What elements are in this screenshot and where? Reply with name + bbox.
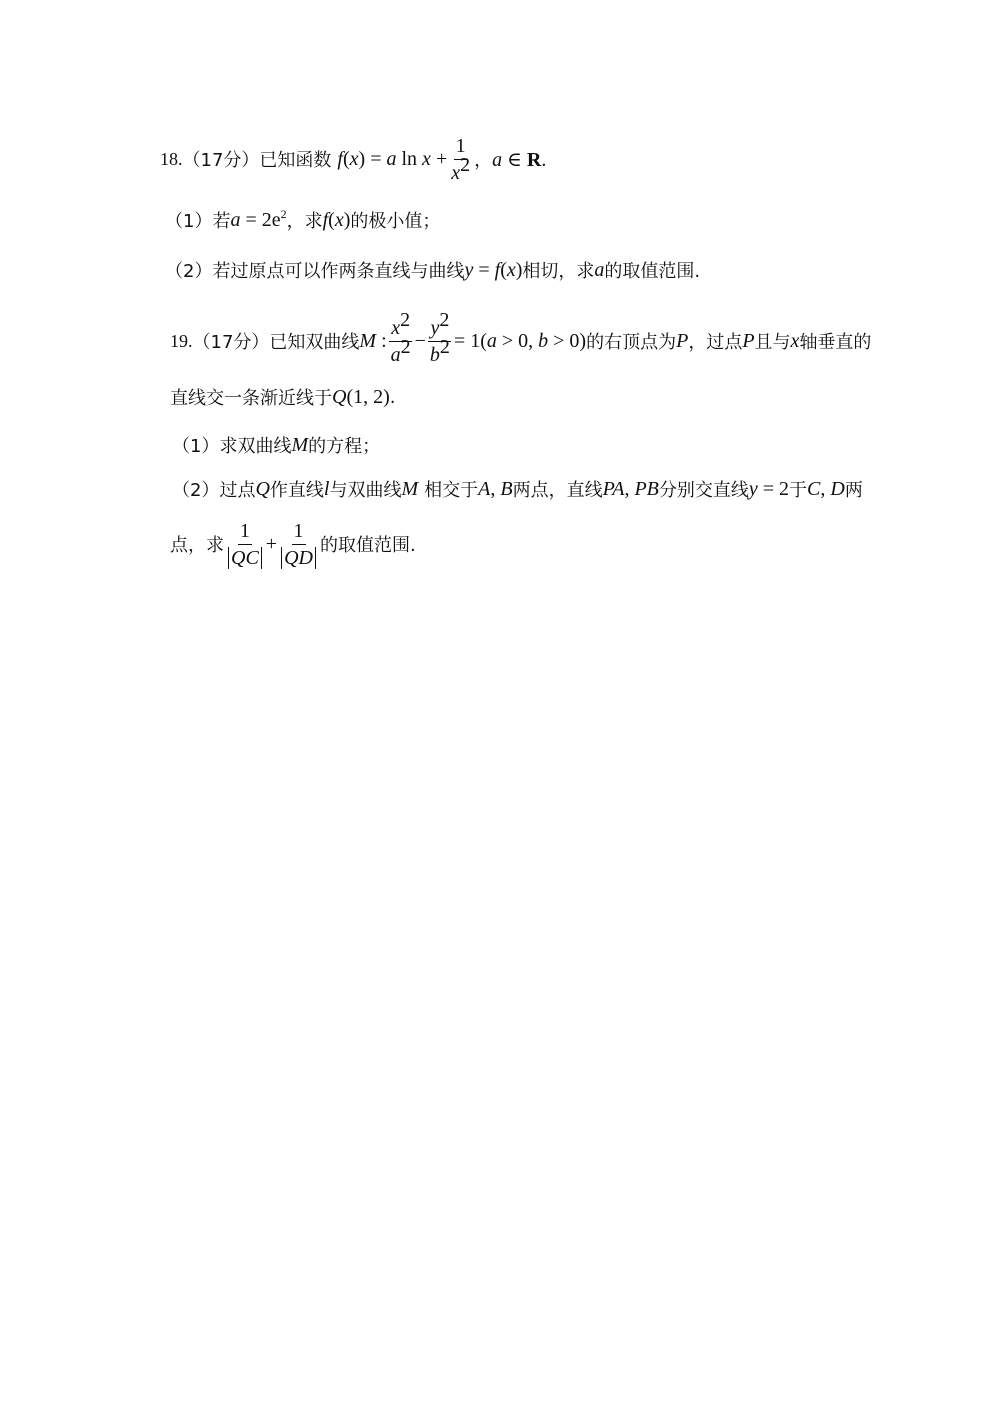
q19-frac-qc: $\frac{1}{QC}$ [226,520,264,569]
q18-part1-text-c: 的极小值； [350,211,441,232]
q19-frac-x: $\frac{x^2}{a^2}$ [390,308,411,366]
q19-part1-label: （1） [172,436,220,457]
q19-plus: + [265,532,278,555]
q18-part1-text-b: ，求 [286,211,323,232]
q18-stem [160,130,546,188]
q19-part2-l: l [323,477,330,500]
q19-part2-y2: y = 2 [748,477,790,500]
q19-stem-text-e: 轴垂直的 [799,332,872,353]
q18-part1-condition: $a = 2e^2$ [230,206,287,231]
q18-part1 [165,205,440,235]
q18-number: 18. [160,148,183,169]
q19-part2-text-h: 两 [844,480,863,501]
q18-sep: ， [474,150,493,171]
q19-frac-y: $\frac{y^2}{b^2}$ [429,308,450,366]
q19-part1-text-b: 的方程； [308,436,381,457]
q19-hyperbola-name: M : [359,329,387,352]
q19-part2-text-c: 与双曲线 [329,480,402,501]
q18-part2-text-a: 若过原点可以作两条直线与曲线 [212,261,465,282]
q18-part2 [165,255,700,285]
q19-stem-line2 [170,382,396,412]
q18-part2-var-a: a [594,258,605,281]
q19-points: （17分） [192,332,270,353]
q19-part2-text-d: 相交于 [424,480,479,501]
q19-part2-line2 [170,514,416,574]
q18-part1-text-a: 若 [212,211,231,232]
q18-part2-curve: y = f(x) [464,258,523,281]
q18-part2-text-b: 相切，求 [522,261,595,282]
q18-function-formula: f(x) = a ln x + [337,147,448,170]
q19-part2-q: Q [255,477,270,500]
q19-part2-line2-text-a: 点，求 [170,535,224,556]
q19-frac-qd: $\frac{1}{QD}$ [279,520,318,569]
q19-part2-m: M [401,477,419,500]
q19-part2-cd: C, D [807,477,845,500]
q18-points: （17分） [182,150,260,171]
q19-part2-text-f: 分别交直线 [658,480,749,501]
q19-part2-line2-text-b: 的取值范围. [319,535,416,556]
q19-part1-m: M [291,433,309,456]
q19-part2-ab: A, B [478,477,513,500]
q19-stem-text-d: 且与 [754,332,791,353]
q19-part2-label: （2） [172,480,220,501]
q18-stem-text: 已知函数 [259,150,332,171]
q18-domain: a ∈ R. [492,148,547,171]
q19-part1-text-a: 求双曲线 [219,436,292,457]
q18-part2-text-c: 的取值范围. [604,261,701,282]
q19-x-axis: x [790,329,800,352]
q19-stem-line2-end: . [389,386,396,408]
q19-equation-rhs: = 1(a > 0, b > 0) [453,329,587,352]
q19-number: 19. [170,330,193,351]
q19-part2-text-b: 作直线 [269,480,324,501]
q18-fraction: $\frac{1}{x^2}$ [451,134,471,184]
q18-part1-fx: f(x) [322,208,351,231]
q19-part2 [172,474,863,504]
q19-minus: − [414,329,426,352]
q18-part2-label: （2） [165,261,213,282]
q19-part2-text-g: 于 [789,480,808,501]
q19-stem-text-a: 已知双曲线 [269,332,360,353]
q19-part2-lines: PA, PB [602,477,659,500]
q19-point-p: P [676,329,689,352]
q19-stem [170,308,872,370]
q19-stem-line2-text: 直线交一条渐近线于 [170,388,332,409]
q19-point-p2: P [742,329,755,352]
q19-part2-text-e: 两点，直线 [512,480,603,501]
q19-part1 [172,430,380,460]
q19-stem-text-c: ，过点 [688,332,743,353]
q19-stem-text-b: 的右顶点为 [586,332,677,353]
q19-point-q: Q(1, 2) [332,385,390,408]
q19-part2-text-a: 过点 [219,480,256,501]
q18-part1-label: （1） [165,211,213,232]
